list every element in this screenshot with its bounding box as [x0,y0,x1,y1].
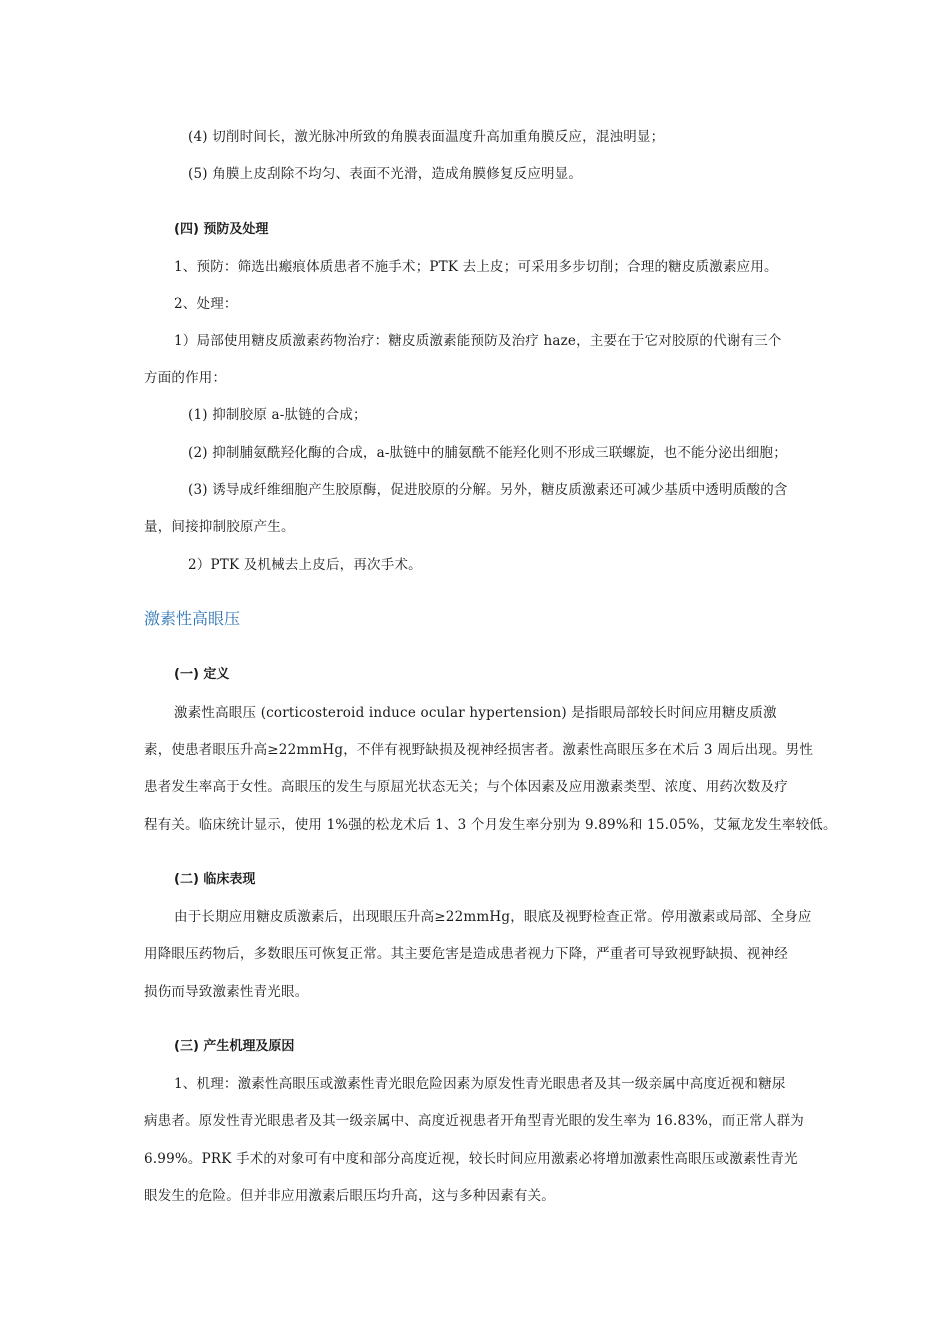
paragraph: 用降眼压药物后，多数眼压可恢复正常。其主要危害是造成患者视力下降，严重者可导致视野缺损、视神经 [144,946,788,962]
paragraph: 眼发生的危险。但并非应用激素后眼压均升高，这与多种因素有关。 [144,1188,555,1204]
section-heading: (二) 临床表现 [174,872,256,887]
paragraph: 1）局部使用糖皮质激素药物治疗：糖皮质激素能预防及治疗 haze，主要在于它对胶原的代谢有三个 [174,333,782,349]
paragraph: 激素性高眼压 (corticosteroid induce ocular hypertension) 是指眼局部较长时间应用糖皮质激 [174,705,777,721]
section-heading: (四) 预防及处理 [174,222,269,237]
paragraph: 方面的作用： [144,370,227,386]
list-item: (4) 切削时间长，激光脉冲所致的角膜表面温度升高加重角膜反应，混浊明显； [188,129,665,145]
paragraph: 1、机理：激素性高眼压或激素性青光眼危险因素为原发性青光眼患者及其一级亲属中高度近视和糖尿 [174,1076,786,1092]
paragraph: 程有关。临床统计显示，使用 1%强的松龙术后 1、3 个月发生率分别为 9.89%和 15.05%，艾氟龙发生率较低。 [144,817,837,833]
paragraph: 2、处理： [174,296,238,312]
paragraph: 患者发生率高于女性。高眼压的发生与原屈光状态无关；与个体因素及应用激素类型、浓度、用药次数及疗 [144,779,788,795]
paragraph: 1、预防：筛选出瘢痕体质患者不施手术；PTK 去上皮；可采用多步切削；合理的糖皮质激素应用。 [174,259,778,275]
list-item: (2) 抑制脯氨酰羟化酶的合成，a-肽链中的脯氨酰不能羟化则不形成三联螺旋，也不能分泌出细胞； [188,445,787,461]
paragraph: 病患者。原发性青光眼患者及其一级亲属中、高度近视患者开角型青光眼的发生率为 16.83%，而正常人群为 [144,1113,804,1129]
section-heading: (一) 定义 [174,667,230,682]
list-item: (5) 角膜上皮刮除不均匀、表面不光滑，造成角膜修复反应明显。 [188,166,583,182]
paragraph: 损伤而导致激素性青光眼。 [144,984,309,1000]
paragraph: 6.99%。PRK 手术的对象可有中度和部分高度近视，较长时间应用激素必将增加激素性高眼压或激素性青光 [144,1151,798,1167]
section-title: 激素性高眼压 [144,609,241,628]
paragraph: 2）PTK 及机械去上皮后，再次手术。 [188,557,422,573]
list-item: (3) 诱导成纤维细胞产生胶原酶，促进胶原的分解。另外，糖皮质激素还可减少基质中透明质酸的含 [188,482,788,498]
paragraph: 素，使患者眼压升高≥22mmHg，不伴有视野缺损及视神经损害者。激素性高眼压多在术后 3 周后出现。男性 [144,742,814,758]
list-item: 量，间接抑制胶原产生。 [144,519,295,535]
paragraph: 由于长期应用糖皮质激素后，出现眼压升高≥22mmHg，眼底及视野检查正常。停用激素或局部、全身应 [174,909,812,925]
section-heading: (三) 产生机理及原因 [174,1039,295,1054]
list-item: (1) 抑制胶原 a-肽链的合成； [188,407,367,423]
